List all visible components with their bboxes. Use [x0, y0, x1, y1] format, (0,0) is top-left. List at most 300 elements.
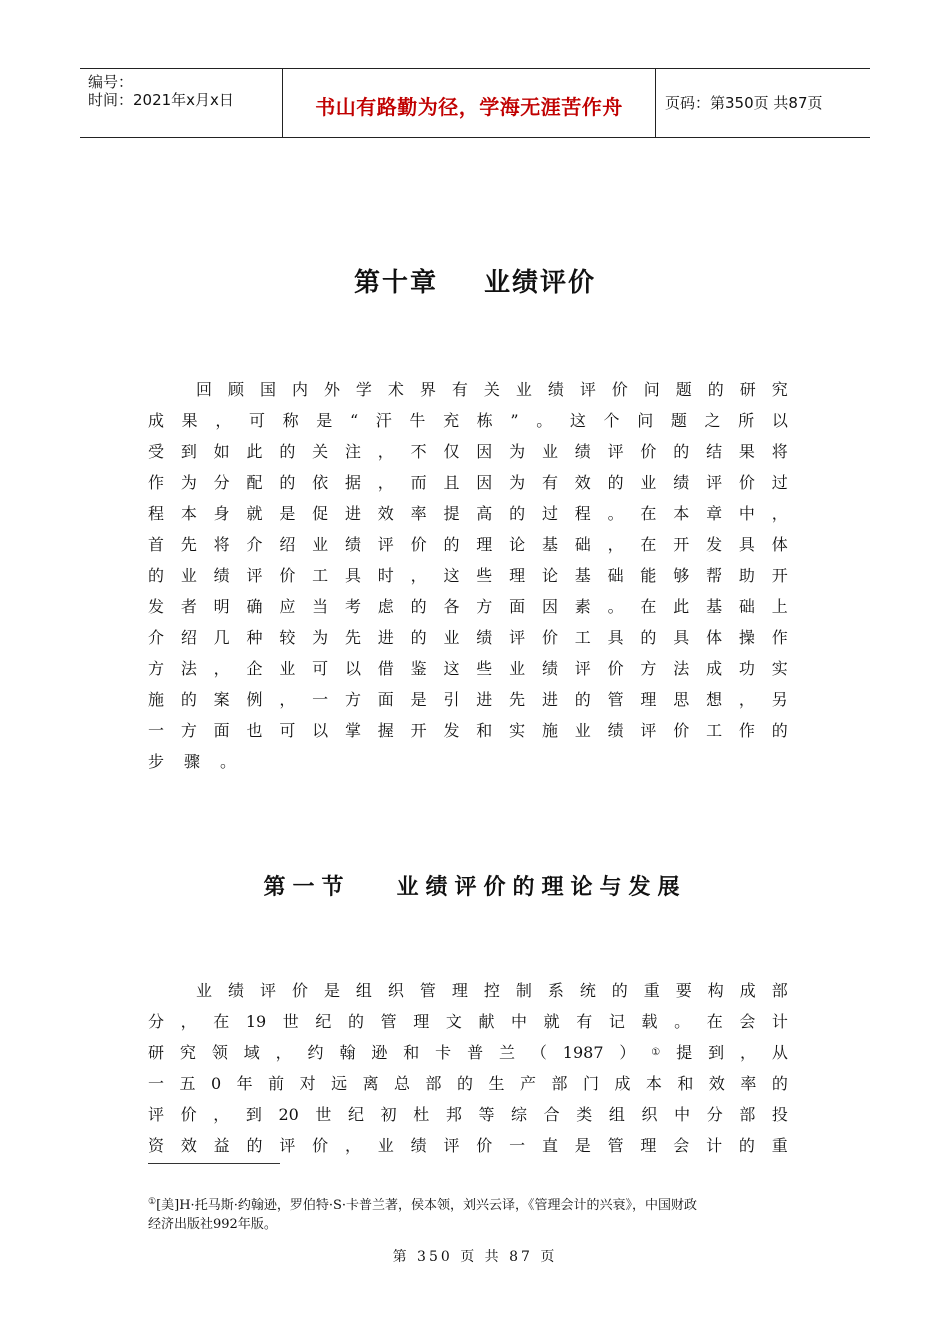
glyph: 献 [478, 1012, 495, 1031]
glyph: 这 [443, 566, 460, 585]
glyph: 顾 [227, 380, 244, 399]
glyph: 。 [536, 411, 553, 430]
glyph: 就 [543, 1012, 560, 1031]
glyph: 分 [706, 1105, 723, 1124]
glyph: 过 [771, 473, 788, 492]
glyph: 门 [582, 1074, 599, 1093]
glyph: 学 [355, 380, 372, 399]
glyph: 绍 [279, 535, 296, 554]
glyph: 上 [771, 597, 788, 616]
section-heading [0, 870, 950, 901]
glyph: 方 [180, 721, 197, 740]
glyph: 础 [607, 566, 624, 585]
glyph: 普 [467, 1043, 484, 1062]
glyph: 纪 [315, 1012, 332, 1031]
glyph: 成 [739, 981, 756, 1000]
glyph: 法 [180, 659, 197, 678]
glyph: 发 [706, 535, 723, 554]
glyph: 绩 [213, 566, 230, 585]
glyph: 的 [410, 628, 427, 647]
glyph: 开 [410, 721, 427, 740]
glyph: 另 [771, 690, 788, 709]
glyph: 和 [403, 1043, 420, 1062]
glyph: 依 [312, 473, 329, 492]
glyph: 。 [607, 597, 624, 616]
glyph: 绩 [673, 473, 690, 492]
glyph: 价 [607, 659, 624, 678]
glyph: 投 [771, 1105, 788, 1124]
glyph: 功 [738, 659, 755, 678]
glyph: 绩 [410, 1136, 427, 1155]
glyph: 五 [179, 1074, 196, 1093]
glyph: 这 [443, 659, 460, 678]
glyph: 。 [220, 752, 237, 771]
section-number: 第一节 [263, 875, 351, 900]
glyph: 受 [148, 442, 165, 461]
glyph: 实 [771, 659, 788, 678]
glyph: 的 [148, 566, 165, 585]
glyph: 织 [641, 1105, 658, 1124]
glyph: ， [180, 1012, 197, 1031]
glyph: 管 [607, 690, 624, 709]
glyph: 重 [643, 981, 660, 1000]
glyph: 身 [213, 504, 230, 523]
glyph: 时 [377, 566, 394, 585]
glyph: 中 [674, 1105, 691, 1124]
glyph: 进 [476, 690, 493, 709]
glyph: 面 [509, 597, 526, 616]
header-page-label: 页码：第350页 共87页 [665, 94, 823, 112]
glyph: 部 [739, 1105, 756, 1124]
glyph: 牛 [409, 411, 426, 430]
glyph: 部 [551, 1074, 568, 1093]
paragraph-line [148, 467, 788, 498]
glyph: 的 [348, 1012, 365, 1031]
paragraph-line [148, 975, 788, 1006]
glyph: 部 [425, 1074, 442, 1093]
glyph: 界 [419, 380, 436, 399]
glyph: 业 [443, 628, 460, 647]
glyph: 价 [541, 628, 558, 647]
glyph: 评 [259, 981, 276, 1000]
glyph: 价 [279, 566, 296, 585]
glyph: 翰 [339, 1043, 356, 1062]
glyph: 者 [180, 597, 197, 616]
glyph: 前 [268, 1074, 285, 1093]
glyph: 工 [706, 721, 723, 740]
glyph: 效 [377, 504, 394, 523]
glyph: 而 [410, 473, 427, 492]
glyph: 绩 [574, 442, 591, 461]
glyph: 案 [213, 690, 230, 709]
paragraph-line [148, 1130, 788, 1161]
glyph: 果 [738, 442, 755, 461]
glyph: 能 [640, 566, 657, 585]
glyph: 织 [387, 981, 404, 1000]
chapter-heading [0, 262, 950, 299]
glyph: 管 [607, 1136, 624, 1155]
glyph: 和 [677, 1074, 694, 1093]
footnote [148, 1193, 808, 1234]
glyph: 引 [443, 690, 460, 709]
glyph: 应 [279, 597, 296, 616]
glyph: 。 [674, 1012, 691, 1031]
glyph: 先 [344, 628, 361, 647]
glyph: 价 [410, 535, 427, 554]
glyph: 绩 [547, 380, 564, 399]
glyph: 有 [576, 1012, 593, 1031]
glyph: 先 [180, 535, 197, 554]
header-motto-cell [282, 69, 656, 137]
footnote-ref: ① [651, 1047, 661, 1058]
glyph: 开 [771, 566, 788, 585]
paragraph-line [148, 715, 788, 746]
glyph: 问 [637, 411, 654, 430]
glyph: 将 [771, 442, 788, 461]
paragraph-line [148, 1099, 788, 1130]
glyph: 进 [377, 628, 394, 647]
glyph: 率 [740, 1074, 757, 1093]
glyph: 研 [148, 1043, 165, 1062]
glyph: 些 [476, 566, 493, 585]
glyph: 的 [410, 597, 427, 616]
glyph: 价 [312, 1136, 329, 1155]
glyph: 离 [362, 1074, 379, 1093]
glyph: 面 [213, 721, 230, 740]
glyph: 够 [673, 566, 690, 585]
glyph: 方 [640, 659, 657, 678]
document-header [80, 68, 870, 138]
glyph: 帮 [706, 566, 723, 585]
glyph: “ [349, 411, 359, 430]
glyph: 先 [509, 690, 526, 709]
glyph: 和 [476, 721, 493, 740]
glyph: 程 [148, 504, 165, 523]
intro-paragraph [148, 374, 788, 777]
glyph: 具 [344, 566, 361, 585]
glyph: 素 [574, 597, 591, 616]
glyph: 业 [640, 473, 657, 492]
glyph: 杜 [413, 1105, 430, 1124]
glyph: 20 [278, 1105, 299, 1124]
glyph: 题 [675, 380, 692, 399]
glyph: 价 [476, 1136, 493, 1155]
glyph: 研 [739, 380, 756, 399]
glyph: 骤 [184, 752, 201, 771]
glyph: 评 [509, 628, 526, 647]
glyph: 计 [771, 1012, 788, 1031]
glyph: 的 [771, 721, 788, 740]
glyph: ， [275, 1043, 292, 1062]
glyph: 分 [148, 1012, 165, 1031]
glyph: 本 [645, 1074, 662, 1093]
glyph: 程 [574, 504, 591, 523]
glyph: 础 [574, 535, 591, 554]
glyph: ， [377, 442, 394, 461]
glyph: 计 [706, 1136, 723, 1155]
glyph: 理 [413, 1012, 430, 1031]
glyph: 评 [640, 721, 657, 740]
glyph: 种 [246, 628, 263, 647]
glyph: 约 [307, 1043, 324, 1062]
glyph: 内 [291, 380, 308, 399]
glyph: 施 [148, 690, 165, 709]
glyph: 文 [445, 1012, 462, 1031]
glyph: 栋 [476, 411, 493, 430]
footnote-line-2: 经济出版社992年版。 [148, 1217, 277, 1232]
document-time-label: 时间：2021年x月x日 [88, 91, 234, 109]
glyph: 一 [509, 1136, 526, 1155]
glyph: 评 [607, 442, 624, 461]
paragraph-line [148, 1068, 788, 1099]
glyph: 的 [707, 380, 724, 399]
glyph: 想 [706, 690, 723, 709]
glyph: 例 [246, 690, 263, 709]
paragraph-line [148, 746, 788, 777]
glyph: ， [738, 690, 755, 709]
glyph: 分 [213, 473, 230, 492]
glyph: 方 [476, 597, 493, 616]
glyph: 业 [515, 380, 532, 399]
glyph: 在 [213, 1012, 230, 1031]
glyph: 握 [377, 721, 394, 740]
glyph: 业 [180, 566, 197, 585]
glyph: 注 [344, 442, 361, 461]
paragraph-line [148, 1006, 788, 1037]
glyph: 评 [706, 473, 723, 492]
glyph: 施 [541, 721, 558, 740]
glyph: 评 [574, 659, 591, 678]
glyph: 绩 [344, 535, 361, 554]
glyph: 构 [707, 981, 724, 1000]
glyph: 高 [476, 504, 493, 523]
glyph: 理 [640, 690, 657, 709]
glyph: 绍 [180, 628, 197, 647]
glyph: 工 [574, 628, 591, 647]
glyph: 到 [245, 1105, 262, 1124]
glyph: ， [739, 1043, 756, 1062]
glyph: 重 [771, 1136, 788, 1155]
glyph: 基 [574, 566, 591, 585]
glyph: 评 [443, 1136, 460, 1155]
glyph: 据 [344, 473, 361, 492]
glyph: 且 [443, 473, 460, 492]
glyph: 0 [210, 1074, 222, 1093]
glyph: ” [510, 411, 519, 430]
glyph: 初 [380, 1105, 397, 1124]
footnote-line-1 [148, 1193, 808, 1215]
glyph: 开 [673, 535, 690, 554]
glyph: 题 [670, 411, 687, 430]
glyph: 可 [312, 659, 329, 678]
glyph: 助 [738, 566, 755, 585]
glyph: 。 [607, 504, 624, 523]
glyph: 记 [608, 1012, 625, 1031]
section-title: 业绩评价的理论与发展 [396, 875, 687, 900]
glyph: 为 [509, 442, 526, 461]
glyph: 理 [640, 1136, 657, 1155]
glyph: 介 [246, 535, 263, 554]
glyph: 方 [148, 659, 165, 678]
glyph: 领 [211, 1043, 228, 1062]
glyph: 类 [576, 1105, 593, 1124]
glyph: 会 [673, 1136, 690, 1155]
glyph: 合 [543, 1105, 560, 1124]
glyph: 产 [519, 1074, 536, 1093]
glyph: 以 [312, 721, 329, 740]
glyph: 价 [673, 721, 690, 740]
glyph: 理 [509, 566, 526, 585]
glyph: 这 [569, 411, 586, 430]
glyph: 汗 [375, 411, 392, 430]
glyph: 评 [579, 380, 596, 399]
glyph: 管 [419, 981, 436, 1000]
glyph: 促 [312, 504, 329, 523]
glyph: 一 [148, 721, 165, 740]
glyph: 问 [643, 380, 660, 399]
paragraph-line [148, 622, 788, 653]
glyph: 因 [476, 442, 493, 461]
glyph: ） [619, 1043, 636, 1062]
glyph: 直 [541, 1136, 558, 1155]
glyph: 逊 [371, 1043, 388, 1062]
glyph: 介 [148, 628, 165, 647]
glyph: 价 [291, 981, 308, 1000]
page-footer: 第 350 页 共 87 页 [392, 1249, 558, 1265]
glyph: 控 [483, 981, 500, 1000]
glyph: 统 [579, 981, 596, 1000]
glyph: 载 [641, 1012, 658, 1031]
glyph: 步 [148, 752, 165, 771]
glyph: 价 [611, 380, 628, 399]
glyph: 评 [148, 1105, 165, 1124]
glyph: 价 [180, 1105, 197, 1124]
glyph: 的 [246, 1136, 263, 1155]
paragraph-line [148, 374, 788, 405]
glyph: 中 [738, 504, 755, 523]
glyph: 果 [181, 411, 198, 430]
glyph: 效 [180, 1136, 197, 1155]
glyph: 就 [246, 504, 263, 523]
glyph: 掌 [344, 721, 361, 740]
glyph: 等 [478, 1105, 495, 1124]
glyph: 的 [457, 1074, 474, 1093]
glyph: 借 [377, 659, 394, 678]
glyph: 在 [640, 504, 657, 523]
glyph: 卡 [435, 1043, 452, 1062]
glyph: 作 [771, 628, 788, 647]
glyph: 具 [607, 628, 624, 647]
glyph: 的 [279, 473, 296, 492]
document-number-label: 编号： [88, 73, 134, 91]
glyph: 工 [312, 566, 329, 585]
glyph: 思 [673, 690, 690, 709]
glyph: 要 [675, 981, 692, 1000]
glyph: 从 [771, 1043, 788, 1062]
glyph: 作 [738, 721, 755, 740]
glyph: 究 [179, 1043, 196, 1062]
glyph: 发 [443, 721, 460, 740]
glyph: 国 [259, 380, 276, 399]
glyph: 过 [541, 504, 558, 523]
glyph: 对 [299, 1074, 316, 1093]
glyph: 明 [213, 597, 230, 616]
glyph: 绩 [227, 981, 244, 1000]
glyph: 可 [279, 721, 296, 740]
glyph: 关 [312, 442, 329, 461]
glyph: 因 [476, 473, 493, 492]
paragraph-line [148, 684, 788, 715]
glyph: 效 [708, 1074, 725, 1093]
glyph: 虑 [377, 597, 394, 616]
glyph: 益 [213, 1136, 230, 1155]
glyph: 业 [279, 659, 296, 678]
glyph: 理 [451, 981, 468, 1000]
paragraph-line [148, 405, 788, 436]
glyph: 本 [673, 504, 690, 523]
glyph: 是 [410, 690, 427, 709]
glyph: 可 [248, 411, 265, 430]
header-motto: 书山有路勤为径，学海无涯苦作舟 [315, 95, 623, 119]
glyph: 法 [673, 659, 690, 678]
glyph: 绩 [607, 721, 624, 740]
glyph: 总 [394, 1074, 411, 1093]
glyph: ， [215, 411, 232, 430]
glyph: 发 [148, 597, 165, 616]
glyph: 回 [196, 380, 213, 399]
glyph: 业 [541, 442, 558, 461]
glyph: 配 [246, 473, 263, 492]
glyph: 绩 [541, 659, 558, 678]
glyph: 进 [541, 690, 558, 709]
glyph: 企 [246, 659, 263, 678]
glyph: 管 [380, 1012, 397, 1031]
glyph: 首 [148, 535, 165, 554]
glyph: 19 [245, 1012, 267, 1031]
glyph: 具 [738, 535, 755, 554]
glyph: 业 [312, 535, 329, 554]
glyph: 绩 [476, 628, 493, 647]
glyph: 资 [148, 1136, 165, 1155]
glyph: 论 [509, 535, 526, 554]
glyph: 是 [316, 411, 333, 430]
glyph: 的 [738, 1136, 755, 1155]
glyph: 业 [509, 659, 526, 678]
glyph: 业 [574, 721, 591, 740]
glyph: 为 [312, 628, 329, 647]
glyph: 此 [673, 597, 690, 616]
glyph: 组 [355, 981, 372, 1000]
chapter-title: 业绩评价 [484, 268, 597, 298]
glyph: ， [377, 473, 394, 492]
glyph: 兰 [498, 1043, 515, 1062]
glyph: 评 [246, 566, 263, 585]
paragraph-line [148, 498, 788, 529]
glyph: 有 [451, 380, 468, 399]
glyph: 的 [640, 628, 657, 647]
glyph: 成 [148, 411, 165, 430]
glyph: 一 [312, 690, 329, 709]
glyph: 的 [279, 442, 296, 461]
glyph: 1987 [562, 1043, 604, 1062]
glyph: 域 [243, 1043, 260, 1062]
paragraph-line [148, 529, 788, 560]
glyph: 在 [640, 535, 657, 554]
glyph: 的 [574, 690, 591, 709]
glyph: 几 [213, 628, 230, 647]
paragraph-line [148, 560, 788, 591]
glyph: 的 [673, 442, 690, 461]
